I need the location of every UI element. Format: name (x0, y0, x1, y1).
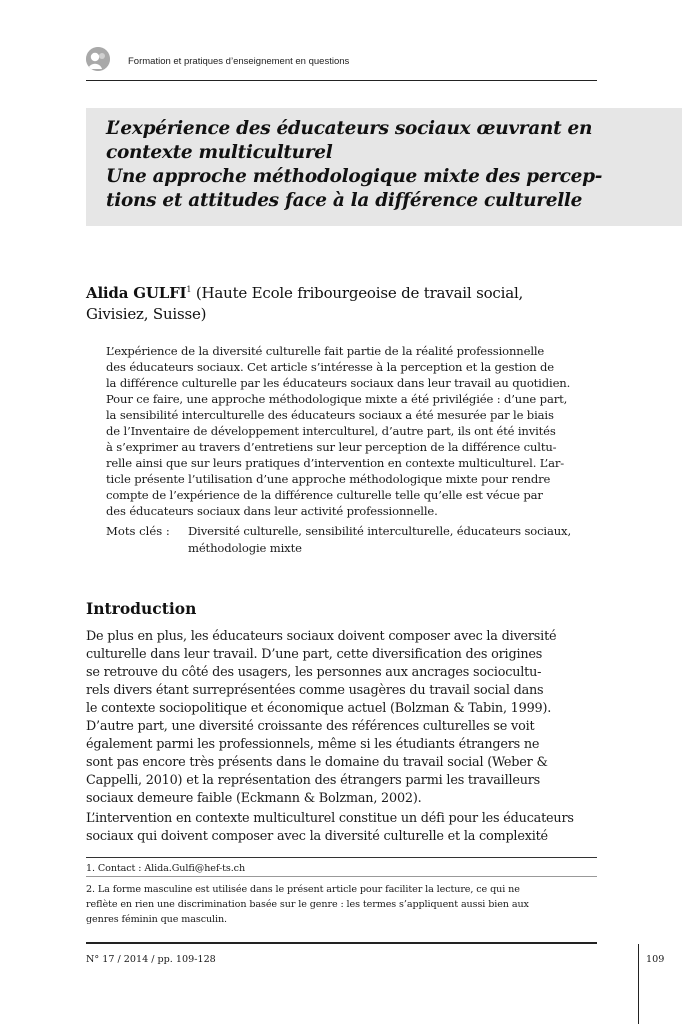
section-heading-introduction: Introduction (86, 599, 197, 618)
body-text-line: le contexte sociopolitique et économique actuel (Bolzman & Tabin, 1999). (86, 701, 552, 716)
abstract-line: Pour ce faire, une approche méthodologique mixte a été privilégiée : d’une part, (106, 392, 568, 406)
header-divider (86, 80, 597, 81)
author-affiliation: (Haute Ecole fribourgeoise de travail social, (191, 284, 524, 302)
footnote-divider (86, 857, 597, 858)
footnote-2-line: 2. La forme masculine est utilisée dans le présent article pour faciliter la lecture, ce qui ne (86, 884, 520, 895)
article-subtitle-line: tions et attitudes face à la différence culturelle (106, 190, 583, 211)
body-text-line: se retrouve du côté des usagers, les personnes aux ancrages sociocultu- (86, 665, 542, 680)
author-footnote-mark: 1 (186, 285, 192, 294)
body-text-line: culturelle dans leur travail. D’une part, cette diversification des origines (86, 647, 543, 662)
footnote-2-line: reflète en rien une discrimination basée sur le genre : les termes s’appliquent aussi bien aux (86, 899, 529, 910)
body-text-line: sociaux demeure faible (Eckmann & Bolzman, 2002). (86, 791, 422, 806)
keywords-label: Mots clés : (106, 524, 170, 538)
keywords-line: Diversité culturelle, sensibilité interculturelle, éducateurs sociaux, (188, 524, 571, 538)
author-name: Alida GULFI (86, 284, 187, 302)
abstract-line: à s’exprimer au travers d’entretiens sur leur perception de la différence cultu- (106, 440, 557, 454)
running-header: Formation et pratiques d’enseignement en questions (128, 56, 350, 67)
footnote-1: 1. Contact : Alida.Gulfi@hef-ts.ch (86, 863, 246, 874)
page-number: 109 (646, 954, 665, 965)
body-text-line: D’autre part, une diversité croissante des références culturelles se voit (86, 719, 535, 734)
article-title-line: L’expérience des éducateurs sociaux œuvrant en (106, 118, 593, 139)
body-text-line: Cappelli, 2010) et la représentation des étrangers parmi les travailleurs (86, 773, 541, 788)
keywords-line: méthodologie mixte (188, 541, 302, 555)
abstract-line: la différence culturelle par les éducateurs sociaux dans leur travail au quotidien. (106, 376, 571, 390)
abstract-line: L’expérience de la diversité culturelle fait partie de la réalité professionnelle (106, 344, 545, 358)
abstract-line: compte de l’expérience de la différence culturelle telle qu’elle est vécue par (106, 488, 543, 502)
abstract-line: ticle présente l’utilisation d’une approche méthodologique mixte pour rendre (106, 472, 551, 486)
abstract-line: relle ainsi que sur leurs pratiques d’intervention en contexte multiculturel. L’ar- (106, 456, 564, 470)
body-text-line: rels divers étant surreprésentées comme usagères du travail social dans (86, 683, 544, 698)
body-text-line: sociaux qui doivent composer avec la diversité culturelle et la complexité (86, 829, 548, 844)
body-text-line: De plus en plus, les éducateurs sociaux doivent composer avec la diversité (86, 629, 557, 644)
abstract-line: des éducateurs sociaux. Cet article s’intéresse à la perception et la gestion de (106, 360, 555, 374)
footer-vertical-rule (638, 944, 639, 1024)
body-text-line: sont pas encore très présents dans le domaine du travail social (Weber & (86, 755, 548, 770)
footnote-separator (86, 876, 597, 877)
abstract-line: de l’Inventaire de développement interculturel, d’autre part, ils ont été invités (106, 424, 556, 438)
author-line (86, 284, 523, 302)
body-text-line: L’intervention en contexte multiculturel constitue un défi pour les éducateurs (86, 811, 574, 826)
abstract-line: des éducateurs sociaux dans leur activité professionnelle. (106, 504, 438, 518)
footer-divider (86, 942, 597, 944)
journal-logo-icon (86, 47, 110, 71)
footnote-2-line: genres féminin que masculin. (86, 914, 228, 925)
abstract-line: la sensibilité interculturelle des éducateurs sociaux a été mesurée par le biais (106, 408, 554, 422)
body-text-line: également parmi les professionnels, même si les étudiants étrangers ne (86, 737, 540, 752)
article-title-line: contexte multiculturel (106, 142, 333, 163)
article-subtitle-line: Une approche méthodologique mixte des percep- (106, 166, 603, 187)
issue-citation: N° 17 / 2014 / pp. 109-128 (86, 954, 216, 965)
author-affiliation-cont: Givisiez, Suisse) (86, 305, 207, 323)
